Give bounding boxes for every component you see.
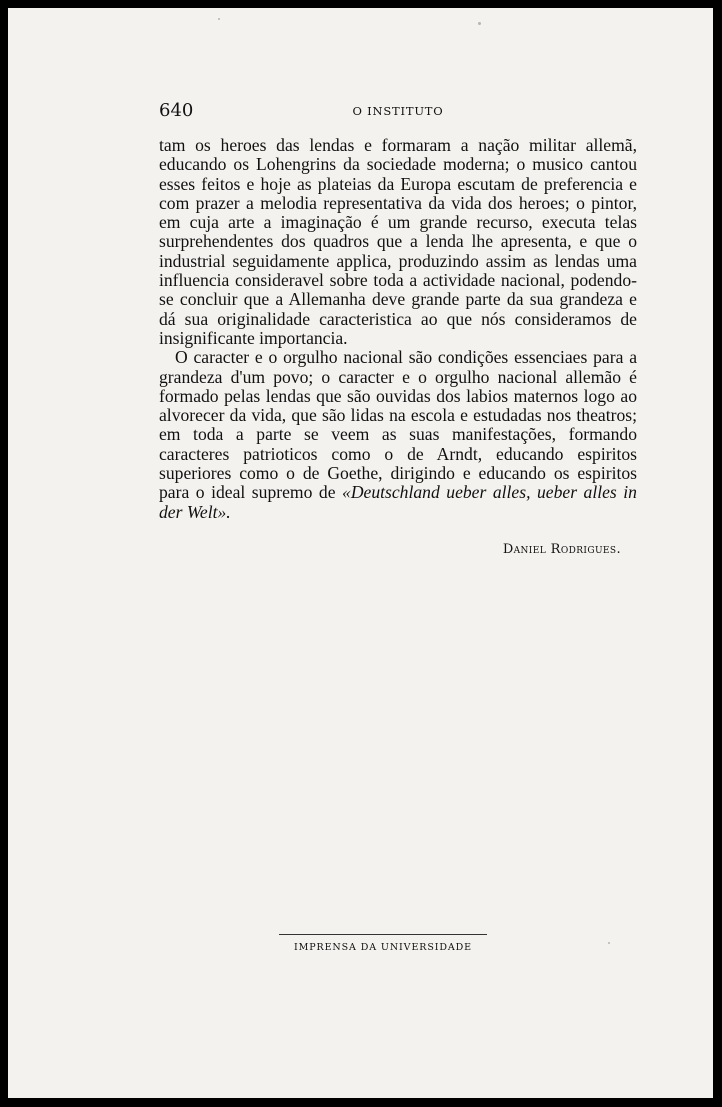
running-head: O INSTITUTO: [352, 104, 444, 118]
quoted-motto: «Deutschland ueber alles, ueber alles in der Welt».: [159, 482, 637, 522]
paragraph-text: O caracter e o orgulho nacional são condições essenciaes para a grandeza d'um povo; o caracter e o orgulho nacional allemão é formado pelas lendas que são ouvidas dos labios maternos logo ao alvorecer da vida, que são lidas na escola e estudadas nos theatros; em toda a parte se veem as suas manifestações, formando caracteres patrioticos como o de Arndt, educando espiritos superiores como o de Goethe, dirigindo e educando os espiritos para o ideal supremo de: [159, 347, 637, 503]
author-signature: Daniel Rodrigues.: [502, 542, 621, 557]
scanned-page: [8, 8, 713, 1098]
paper-speck: [608, 942, 610, 944]
footer-divider: [279, 934, 487, 935]
page-header: [159, 100, 637, 126]
paper-speck: [478, 22, 481, 25]
body-text: [159, 136, 637, 522]
paragraph: tam os heroes das lendas e formaram a nação militar allemã, educando os Lohengrins da sociedade moderna; o musico cantou esses feitos e hoje as plateias da Europa escutam de preferencia e com prazer a melodia representativa da vida dos heroes; o pintor, em cuja arte a imaginação é um grande recurso, executa telas surprehendentes dos quadros que a lenda lhe apresenta, e que o industrial seguidamente applica, produzindo assim as lendas uma influencia consideravel sobre toda a actividade nacional, podendo-se concluir que a Allemanha deve grande parte da sua grandeza e dá sua originalidade caracteristica ao que nós consideramos de insignificante importancia.: [159, 135, 637, 348]
printer-imprint: IMPRENSA DA UNIVERSIDADE: [293, 942, 473, 953]
page-number: 640: [159, 100, 194, 121]
paragraph: [159, 348, 637, 522]
paper-speck: [218, 18, 220, 20]
